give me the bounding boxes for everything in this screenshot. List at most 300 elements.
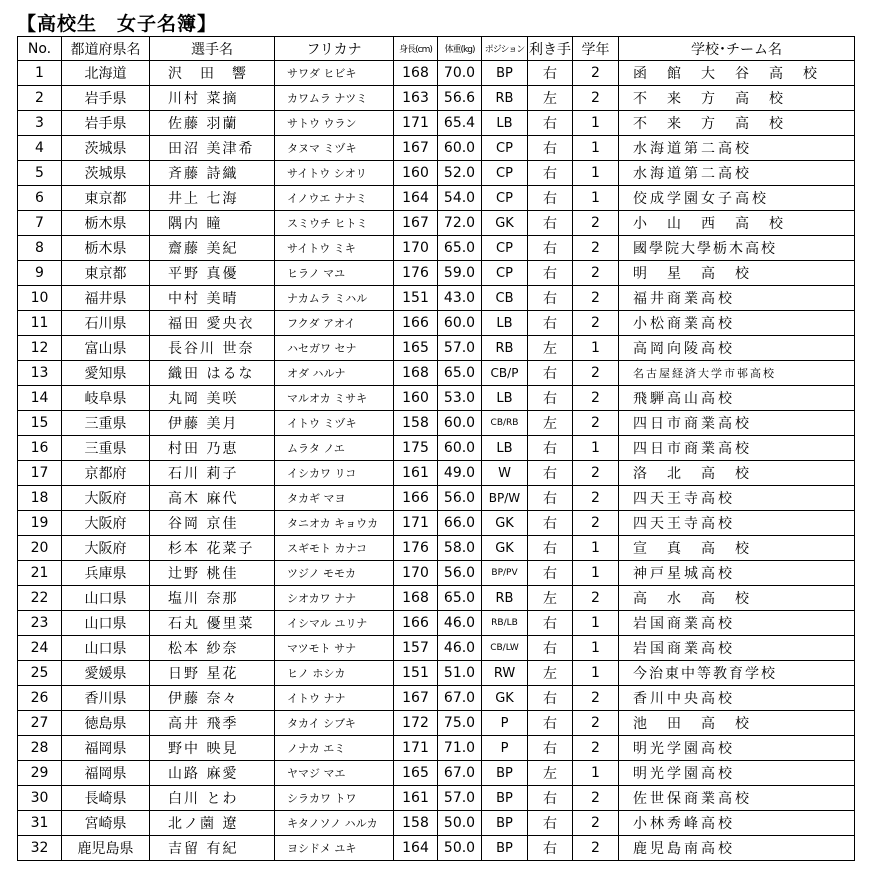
cell-prefecture: 岐阜県: [62, 386, 150, 411]
cell-school: 佐世保商業高校: [619, 786, 855, 811]
cell-no: 12: [18, 336, 62, 361]
cell-dominant-hand: 右: [528, 361, 573, 386]
cell-weight: 57.0: [438, 786, 482, 811]
cell-dominant-hand: 右: [528, 786, 573, 811]
cell-no: 7: [18, 211, 62, 236]
cell-school: 小松商業高校: [619, 311, 855, 336]
table-row: [18, 811, 855, 836]
table-row: [18, 311, 855, 336]
cell-weight: 65.0: [438, 361, 482, 386]
cell-prefecture: 北海道: [62, 61, 150, 86]
cell-prefecture: 徳島県: [62, 711, 150, 736]
cell-height: 176: [394, 261, 438, 286]
cell-grade: 2: [573, 61, 619, 86]
cell-height: 168: [394, 61, 438, 86]
cell-dominant-hand: 右: [528, 136, 573, 161]
cell-kana: サイトウ ミキ: [275, 236, 394, 261]
header-height: 身長(cm): [394, 37, 438, 61]
cell-position: GK: [482, 686, 528, 711]
table-row: [18, 786, 855, 811]
cell-prefecture: 大阪府: [62, 536, 150, 561]
cell-no: 32: [18, 836, 62, 861]
cell-kana: ヒラノ マユ: [275, 261, 394, 286]
cell-height: 167: [394, 211, 438, 236]
cell-player-name: 伊藤 美月: [150, 411, 275, 436]
cell-kana: イノウエ ナナミ: [275, 186, 394, 211]
cell-height: 167: [394, 686, 438, 711]
cell-height: 171: [394, 511, 438, 536]
cell-height: 160: [394, 161, 438, 186]
cell-height: 168: [394, 586, 438, 611]
cell-kana: スミウチ ヒトミ: [275, 211, 394, 236]
cell-dominant-hand: 右: [528, 236, 573, 261]
cell-kana: キタノソノ ハルカ: [275, 811, 394, 836]
cell-player-name: 村田 乃恵: [150, 436, 275, 461]
table-row: [18, 661, 855, 686]
cell-school: 神戸星城高校: [619, 561, 855, 586]
cell-prefecture: 富山県: [62, 336, 150, 361]
cell-prefecture: 栃木県: [62, 211, 150, 236]
table-row: [18, 536, 855, 561]
cell-player-name: 長谷川 世奈: [150, 336, 275, 361]
cell-prefecture: 東京都: [62, 186, 150, 211]
cell-no: 14: [18, 386, 62, 411]
cell-school: 明光学園高校: [619, 761, 855, 786]
cell-kana: ヒノ ホシカ: [275, 661, 394, 686]
cell-school: 水海道第二高校: [619, 136, 855, 161]
cell-no: 9: [18, 261, 62, 286]
table-row: [18, 711, 855, 736]
cell-grade: 2: [573, 211, 619, 236]
cell-school: 福井商業高校: [619, 286, 855, 311]
cell-no: 26: [18, 686, 62, 711]
cell-no: 29: [18, 761, 62, 786]
cell-player-name: 石川 莉子: [150, 461, 275, 486]
cell-no: 30: [18, 786, 62, 811]
cell-grade: 2: [573, 286, 619, 311]
cell-no: 2: [18, 86, 62, 111]
cell-no: 22: [18, 586, 62, 611]
table-row: [18, 211, 855, 236]
cell-school: 小林秀峰高校: [619, 811, 855, 836]
cell-kana: タヌマ ミヅキ: [275, 136, 394, 161]
cell-weight: 50.0: [438, 811, 482, 836]
cell-grade: 2: [573, 686, 619, 711]
cell-position: CB/P: [482, 361, 528, 386]
cell-grade: 2: [573, 486, 619, 511]
table-row: [18, 361, 855, 386]
cell-player-name: 野中 映見: [150, 736, 275, 761]
cell-weight: 53.0: [438, 386, 482, 411]
cell-grade: 2: [573, 361, 619, 386]
cell-grade: 1: [573, 536, 619, 561]
cell-height: 165: [394, 761, 438, 786]
cell-position: W: [482, 461, 528, 486]
cell-kana: タカイ シブキ: [275, 711, 394, 736]
cell-dominant-hand: 右: [528, 111, 573, 136]
cell-grade: 2: [573, 736, 619, 761]
cell-position: RB: [482, 586, 528, 611]
cell-position: BP: [482, 836, 528, 861]
cell-player-name: 井上 七海: [150, 186, 275, 211]
cell-player-name: 谷岡 京佳: [150, 511, 275, 536]
cell-player-name: 松本 紗奈: [150, 636, 275, 661]
cell-weight: 46.0: [438, 611, 482, 636]
cell-player-name: 平野 真優: [150, 261, 275, 286]
cell-height: 163: [394, 86, 438, 111]
cell-position: RB: [482, 336, 528, 361]
cell-prefecture: 大阪府: [62, 486, 150, 511]
cell-weight: 60.0: [438, 411, 482, 436]
cell-prefecture: 岩手県: [62, 111, 150, 136]
cell-school: 函 館 大 谷 高 校: [619, 61, 855, 86]
cell-height: 164: [394, 836, 438, 861]
cell-school: 香川中央高校: [619, 686, 855, 711]
cell-dominant-hand: 左: [528, 661, 573, 686]
cell-position: LB: [482, 436, 528, 461]
cell-no: 18: [18, 486, 62, 511]
cell-height: 157: [394, 636, 438, 661]
cell-no: 13: [18, 361, 62, 386]
cell-no: 6: [18, 186, 62, 211]
cell-school: 池 田 高 校: [619, 711, 855, 736]
cell-weight: 50.0: [438, 836, 482, 861]
cell-weight: 71.0: [438, 736, 482, 761]
cell-player-name: 沢 田 響: [150, 61, 275, 86]
cell-dominant-hand: 右: [528, 311, 573, 336]
cell-height: 158: [394, 411, 438, 436]
table-row: [18, 236, 855, 261]
cell-weight: 67.0: [438, 686, 482, 711]
cell-prefecture: 福井県: [62, 286, 150, 311]
cell-player-name: 日野 星花: [150, 661, 275, 686]
cell-school: 四日市商業高校: [619, 411, 855, 436]
table-row: [18, 586, 855, 611]
cell-grade: 2: [573, 261, 619, 286]
cell-prefecture: 山口県: [62, 611, 150, 636]
cell-player-name: 塩川 奈那: [150, 586, 275, 611]
cell-grade: 2: [573, 86, 619, 111]
header-prefecture: 都道府県名: [62, 37, 150, 61]
cell-prefecture: 三重県: [62, 411, 150, 436]
cell-player-name: 齋藤 美紀: [150, 236, 275, 261]
cell-prefecture: 山口県: [62, 636, 150, 661]
cell-position: RW: [482, 661, 528, 686]
cell-dominant-hand: 右: [528, 536, 573, 561]
cell-position: GK: [482, 511, 528, 536]
cell-position: CP: [482, 136, 528, 161]
cell-grade: 2: [573, 461, 619, 486]
cell-height: 164: [394, 186, 438, 211]
cell-weight: 49.0: [438, 461, 482, 486]
cell-player-name: 白川 とわ: [150, 786, 275, 811]
cell-position: P: [482, 736, 528, 761]
cell-player-name: 福田 愛央衣: [150, 311, 275, 336]
cell-no: 24: [18, 636, 62, 661]
cell-dominant-hand: 右: [528, 736, 573, 761]
cell-grade: 2: [573, 786, 619, 811]
table-row: [18, 61, 855, 86]
cell-prefecture: 香川県: [62, 686, 150, 711]
cell-prefecture: 鹿児島県: [62, 836, 150, 861]
cell-weight: 56.0: [438, 486, 482, 511]
cell-grade: 1: [573, 761, 619, 786]
cell-dominant-hand: 右: [528, 511, 573, 536]
cell-height: 158: [394, 811, 438, 836]
cell-school: 不 来 方 高 校: [619, 86, 855, 111]
table-row: [18, 636, 855, 661]
cell-grade: 1: [573, 611, 619, 636]
cell-position: BP: [482, 61, 528, 86]
cell-prefecture: 大阪府: [62, 511, 150, 536]
cell-height: 151: [394, 286, 438, 311]
cell-kana: サワダ ヒビキ: [275, 61, 394, 86]
cell-kana: マツモト サナ: [275, 636, 394, 661]
roster-body: [18, 61, 855, 861]
cell-dominant-hand: 右: [528, 61, 573, 86]
cell-grade: 1: [573, 561, 619, 586]
header-school: 学校･チーム名: [619, 37, 855, 61]
cell-prefecture: 長崎県: [62, 786, 150, 811]
cell-player-name: 伊藤 奈々: [150, 686, 275, 711]
cell-player-name: 丸岡 美咲: [150, 386, 275, 411]
cell-prefecture: 愛知県: [62, 361, 150, 386]
cell-school: 不 来 方 高 校: [619, 111, 855, 136]
cell-weight: 51.0: [438, 661, 482, 686]
cell-kana: ムラタ ノエ: [275, 436, 394, 461]
cell-weight: 60.0: [438, 436, 482, 461]
cell-no: 31: [18, 811, 62, 836]
cell-position: BP/PV: [482, 561, 528, 586]
cell-kana: イシカワ リコ: [275, 461, 394, 486]
cell-school: 高岡向陵高校: [619, 336, 855, 361]
cell-position: LB: [482, 111, 528, 136]
cell-no: 15: [18, 411, 62, 436]
header-no: No.: [18, 37, 62, 61]
header-row: [18, 37, 855, 61]
cell-kana: マルオカ ミサキ: [275, 386, 394, 411]
cell-position: GK: [482, 211, 528, 236]
cell-height: 176: [394, 536, 438, 561]
header-weight: 体重(kg): [438, 37, 482, 61]
cell-position: CP: [482, 161, 528, 186]
cell-weight: 72.0: [438, 211, 482, 236]
cell-height: 170: [394, 561, 438, 586]
cell-grade: 2: [573, 411, 619, 436]
cell-kana: フクダ アオイ: [275, 311, 394, 336]
cell-kana: シオカワ ナナ: [275, 586, 394, 611]
cell-position: CB/LW: [482, 636, 528, 661]
header-grade: 学年: [573, 37, 619, 61]
cell-kana: タニオカ キョウカ: [275, 511, 394, 536]
cell-school: 佼成学園女子高校: [619, 186, 855, 211]
cell-kana: イトウ ナナ: [275, 686, 394, 711]
cell-no: 23: [18, 611, 62, 636]
cell-player-name: 吉留 有紀: [150, 836, 275, 861]
cell-school: 四天王寺高校: [619, 486, 855, 511]
cell-grade: 1: [573, 161, 619, 186]
cell-height: 165: [394, 336, 438, 361]
cell-position: RB/LB: [482, 611, 528, 636]
cell-weight: 59.0: [438, 261, 482, 286]
cell-position: LB: [482, 311, 528, 336]
cell-kana: イトウ ミヅキ: [275, 411, 394, 436]
cell-kana: ヨシドメ ユキ: [275, 836, 394, 861]
cell-prefecture: 茨城県: [62, 161, 150, 186]
cell-height: 151: [394, 661, 438, 686]
cell-position: RB: [482, 86, 528, 111]
cell-weight: 60.0: [438, 311, 482, 336]
cell-grade: 1: [573, 111, 619, 136]
page-title: 【高校生 女子名簿】: [17, 13, 218, 35]
cell-height: 166: [394, 486, 438, 511]
cell-prefecture: 茨城県: [62, 136, 150, 161]
cell-prefecture: 愛媛県: [62, 661, 150, 686]
cell-kana: ハセガワ セナ: [275, 336, 394, 361]
cell-school: 岩国商業高校: [619, 636, 855, 661]
cell-kana: サトウ ウラン: [275, 111, 394, 136]
table-row: [18, 686, 855, 711]
cell-dominant-hand: 右: [528, 711, 573, 736]
cell-weight: 56.6: [438, 86, 482, 111]
cell-player-name: 中村 美晴: [150, 286, 275, 311]
cell-school: 明光学園高校: [619, 736, 855, 761]
cell-player-name: 石丸 優里菜: [150, 611, 275, 636]
cell-school: 高 水 高 校: [619, 586, 855, 611]
cell-kana: ノナカ エミ: [275, 736, 394, 761]
cell-dominant-hand: 右: [528, 611, 573, 636]
cell-dominant-hand: 右: [528, 486, 573, 511]
cell-prefecture: 福岡県: [62, 736, 150, 761]
cell-position: BP: [482, 811, 528, 836]
cell-no: 5: [18, 161, 62, 186]
cell-school: 名古屋経済大学市邨高校: [619, 361, 855, 386]
cell-prefecture: 岩手県: [62, 86, 150, 111]
cell-kana: ナカムラ ミハル: [275, 286, 394, 311]
cell-grade: 1: [573, 661, 619, 686]
cell-no: 25: [18, 661, 62, 686]
cell-grade: 2: [573, 311, 619, 336]
cell-player-name: 辻野 桃佳: [150, 561, 275, 586]
cell-height: 172: [394, 711, 438, 736]
cell-no: 4: [18, 136, 62, 161]
cell-weight: 60.0: [438, 136, 482, 161]
cell-school: 洛 北 高 校: [619, 461, 855, 486]
cell-grade: 2: [573, 811, 619, 836]
cell-player-name: 杉本 花菜子: [150, 536, 275, 561]
cell-height: 168: [394, 361, 438, 386]
cell-school: 宣 真 高 校: [619, 536, 855, 561]
cell-dominant-hand: 右: [528, 286, 573, 311]
cell-no: 28: [18, 736, 62, 761]
cell-player-name: 高井 飛季: [150, 711, 275, 736]
cell-kana: イシマル ユリナ: [275, 611, 394, 636]
cell-kana: サイトウ シオリ: [275, 161, 394, 186]
cell-no: 11: [18, 311, 62, 336]
table-row: [18, 611, 855, 636]
cell-dominant-hand: 右: [528, 636, 573, 661]
cell-height: 160: [394, 386, 438, 411]
cell-dominant-hand: 左: [528, 411, 573, 436]
cell-grade: 2: [573, 386, 619, 411]
cell-height: 175: [394, 436, 438, 461]
table-row: [18, 761, 855, 786]
cell-no: 1: [18, 61, 62, 86]
cell-weight: 66.0: [438, 511, 482, 536]
cell-weight: 65.0: [438, 586, 482, 611]
cell-no: 27: [18, 711, 62, 736]
cell-dominant-hand: 右: [528, 461, 573, 486]
table-row: [18, 561, 855, 586]
header-position: ポジション: [482, 37, 528, 61]
table-row: [18, 336, 855, 361]
cell-school: 明 星 高 校: [619, 261, 855, 286]
cell-school: 四日市商業高校: [619, 436, 855, 461]
cell-prefecture: 福岡県: [62, 761, 150, 786]
cell-dominant-hand: 左: [528, 586, 573, 611]
cell-position: CB/RB: [482, 411, 528, 436]
cell-kana: ツジノ モモカ: [275, 561, 394, 586]
cell-position: P: [482, 711, 528, 736]
cell-dominant-hand: 右: [528, 686, 573, 711]
cell-no: 3: [18, 111, 62, 136]
cell-grade: 2: [573, 836, 619, 861]
cell-dominant-hand: 右: [528, 261, 573, 286]
cell-grade: 1: [573, 436, 619, 461]
cell-dominant-hand: 左: [528, 761, 573, 786]
cell-prefecture: 宮崎県: [62, 811, 150, 836]
table-row: [18, 186, 855, 211]
cell-grade: 1: [573, 336, 619, 361]
cell-player-name: 織田 はるな: [150, 361, 275, 386]
cell-kana: カワムラ ナツミ: [275, 86, 394, 111]
cell-dominant-hand: 右: [528, 211, 573, 236]
cell-position: BP: [482, 786, 528, 811]
cell-height: 166: [394, 311, 438, 336]
cell-dominant-hand: 右: [528, 386, 573, 411]
cell-no: 8: [18, 236, 62, 261]
cell-grade: 2: [573, 711, 619, 736]
cell-height: 161: [394, 786, 438, 811]
cell-school: 岩国商業高校: [619, 611, 855, 636]
cell-height: 171: [394, 736, 438, 761]
cell-height: 167: [394, 136, 438, 161]
cell-no: 19: [18, 511, 62, 536]
cell-dominant-hand: 右: [528, 186, 573, 211]
cell-player-name: 田沼 美津希: [150, 136, 275, 161]
cell-prefecture: 山口県: [62, 586, 150, 611]
cell-player-name: 高木 麻代: [150, 486, 275, 511]
cell-prefecture: 栃木県: [62, 236, 150, 261]
cell-position: BP: [482, 761, 528, 786]
header-kana: フリカナ: [275, 37, 394, 61]
cell-weight: 65.0: [438, 236, 482, 261]
table-row: [18, 836, 855, 861]
table-row: [18, 436, 855, 461]
cell-school: 飛騨高山高校: [619, 386, 855, 411]
cell-weight: 65.4: [438, 111, 482, 136]
cell-kana: シラカワ トワ: [275, 786, 394, 811]
cell-dominant-hand: 右: [528, 436, 573, 461]
cell-weight: 70.0: [438, 61, 482, 86]
header-dominant-hand: 利き手: [528, 37, 573, 61]
cell-player-name: 山路 麻愛: [150, 761, 275, 786]
cell-dominant-hand: 右: [528, 561, 573, 586]
cell-grade: 1: [573, 636, 619, 661]
cell-position: CB: [482, 286, 528, 311]
table-row: [18, 111, 855, 136]
cell-position: CP: [482, 186, 528, 211]
